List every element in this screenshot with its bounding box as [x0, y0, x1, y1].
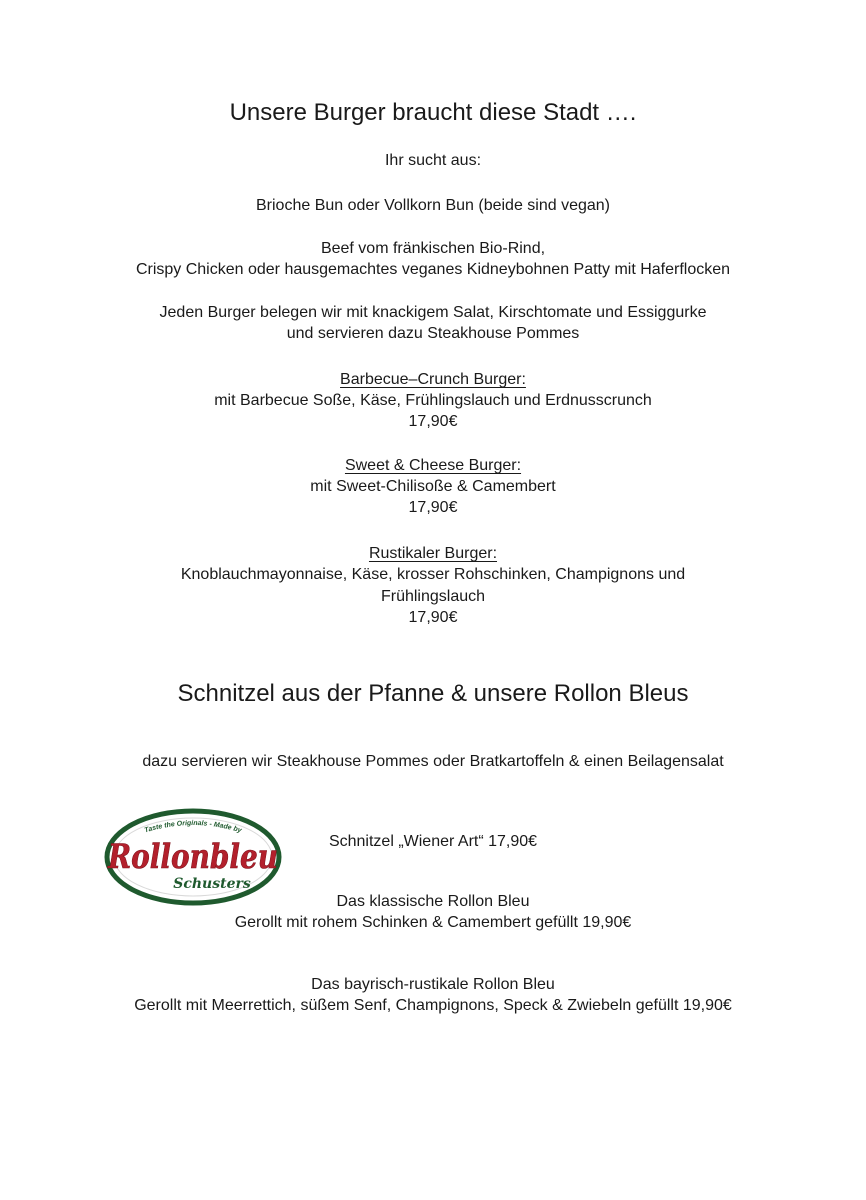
menu-item-description: mit Barbecue Soße, Käse, Frühlingslauch und Erdnusscrunch: [214, 392, 652, 409]
menu-item-price: 17,90€: [408, 413, 458, 430]
rollon-classic-title: Das klassische Rollon Bleu: [336, 893, 530, 910]
schnitzel-sides: dazu servieren wir Steakhouse Pommes oder Bratkartoffeln & einen Beilagensalat: [142, 753, 724, 770]
logo-tagline: Taste the Originals - Made by: [143, 819, 243, 835]
burger-intro: Ihr sucht aus:: [384, 152, 482, 169]
bun-options: Brioche Bun oder Vollkorn Bun (beide sind vegan): [256, 197, 610, 214]
menu-item-name: Rustikaler Burger:: [368, 545, 498, 562]
rollon-classic-description: Gerollt mit rohem Schinken & Camembert gefüllt 19,90€: [234, 914, 632, 931]
rollon-bavarian-description: Gerollt mit Meerrettich, süßem Senf, Champignons, Speck & Zwiebeln gefüllt 19,90€: [134, 997, 732, 1014]
logo-maker: Schusters: [173, 876, 251, 892]
menu-item-description: Knoblauchmayonnaise, Käse, krosser Rohschinken, Champignons und: [180, 566, 686, 583]
schnitzel-section-title: Schnitzel aus der Pfanne & unsere Rollon Bleus: [177, 680, 689, 707]
rollonbleu-logo-graphic: [100, 806, 286, 908]
menu-item-description: mit Sweet-Chilisoße & Camembert: [310, 478, 556, 495]
patty-options-line-2: Crispy Chicken oder hausgemachtes veganes Kidneybohnen Patty mit Haferflocken: [135, 261, 731, 278]
menu-item-price: 17,90€: [408, 499, 458, 516]
menu-item-description: Frühlingslauch: [380, 588, 486, 605]
menu-item-name: Barbecue–Crunch Burger:: [340, 371, 526, 388]
burger-section-title: Unsere Burger braucht diese Stadt ….: [229, 99, 637, 126]
toppings-line-1: Jeden Burger belegen wir mit knackigem Salat, Kirschtomate und Essiggurke: [159, 304, 707, 321]
toppings-line-2: und servieren dazu Steakhouse Pommes: [286, 325, 580, 342]
logo-brand: Rollonbleu: [107, 837, 278, 877]
menu-item-price: 17,90€: [408, 609, 458, 626]
patty-options-line-1: Beef vom fränkischen Bio-Rind,: [320, 240, 546, 257]
rollon-bavarian-title: Das bayrisch-rustikale Rollon Bleu: [311, 976, 555, 993]
rollonbleu-logo: [100, 806, 286, 908]
menu-item-name: Sweet & Cheese Burger:: [344, 457, 522, 474]
schnitzel-wiener-art: Schnitzel „Wiener Art“ 17,90€: [328, 833, 538, 850]
